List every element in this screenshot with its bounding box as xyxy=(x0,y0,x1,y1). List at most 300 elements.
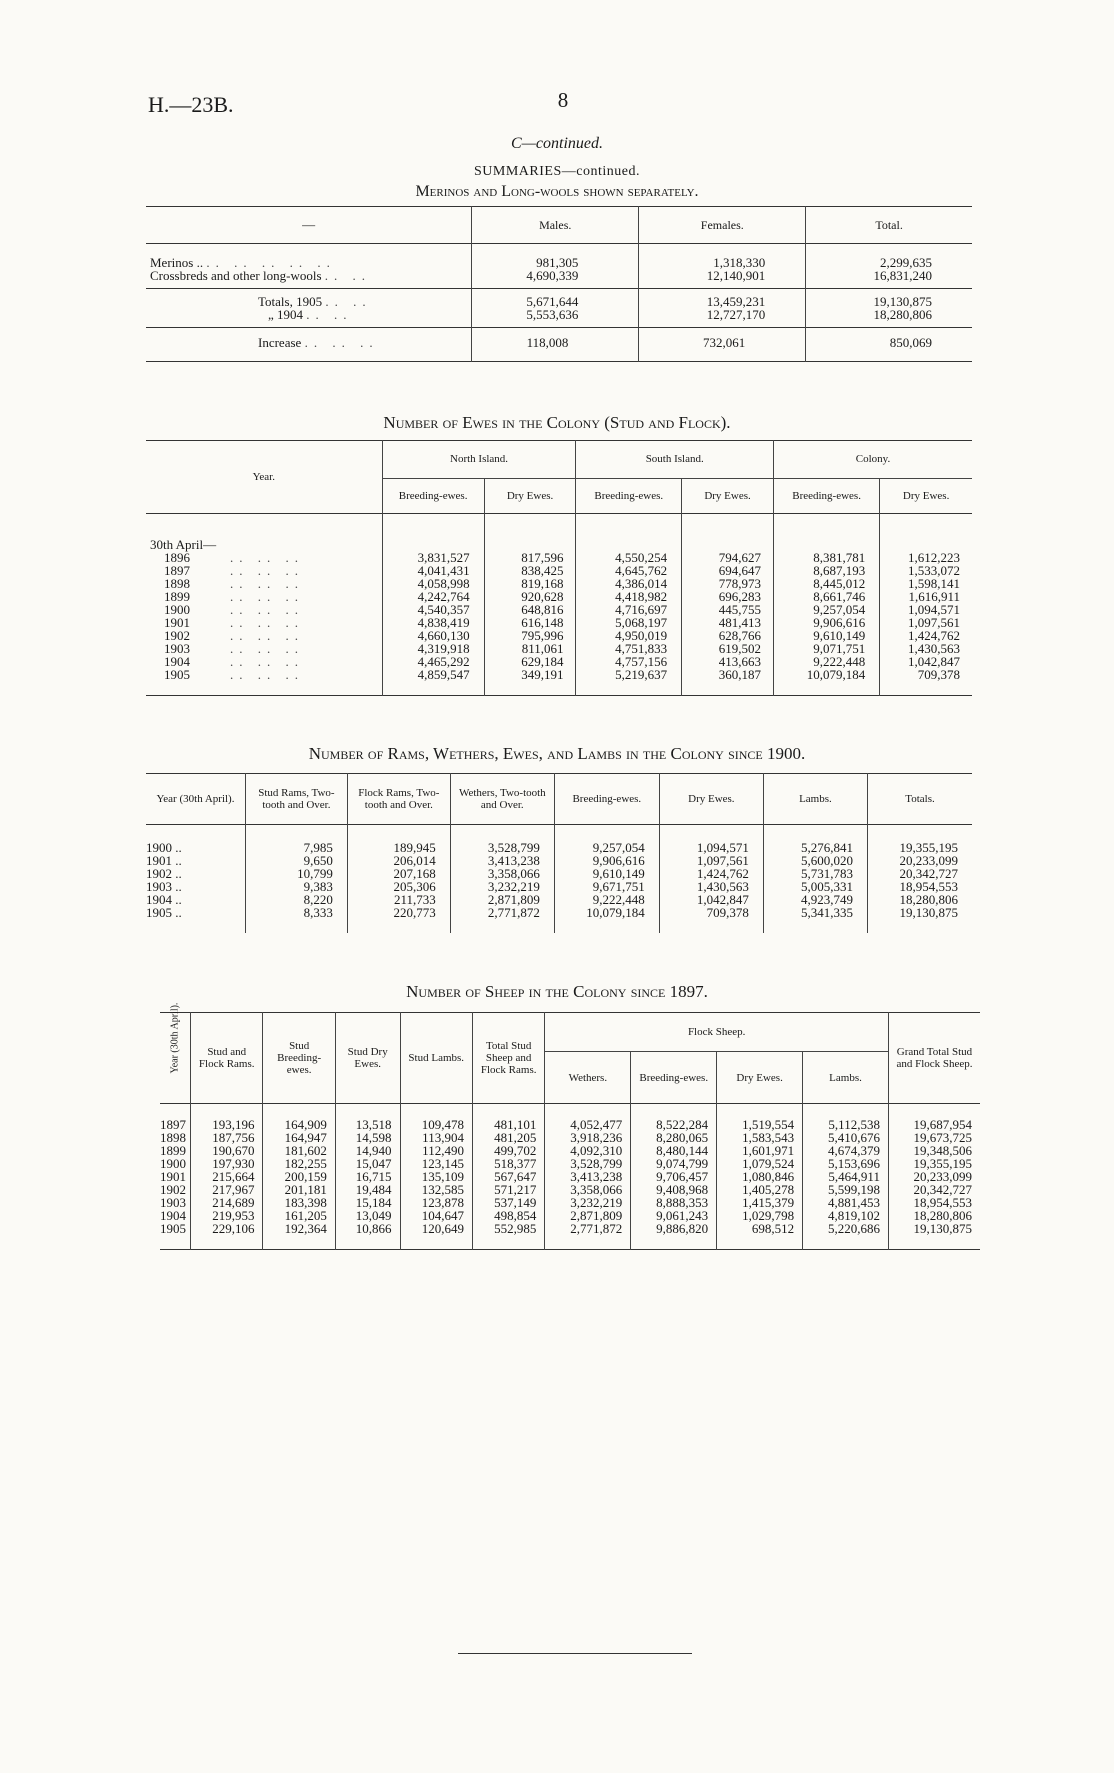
t4-cell: 9,061,243 xyxy=(631,1209,717,1222)
t4-cell: 109,478 xyxy=(400,1104,472,1132)
t4-cell: 1,415,379 xyxy=(717,1196,803,1209)
t4-cell: 3,528,799 xyxy=(545,1157,631,1170)
t3-year-cell: 1903 .. xyxy=(146,879,182,894)
t2-cell: 4,716,697 xyxy=(576,603,682,616)
t2-cell: 8,687,193 xyxy=(773,564,879,577)
t2-cell: 838,425 xyxy=(484,564,576,577)
t4-cell: 518,377 xyxy=(472,1157,544,1170)
t4-cell: 4,881,453 xyxy=(803,1196,889,1209)
t4-cell: 229,106 xyxy=(191,1222,263,1250)
t4-cell: 4,674,379 xyxy=(803,1144,889,1157)
t3-cell: 9,257,054 xyxy=(554,825,659,855)
t3-cell: 709,378 xyxy=(659,906,763,933)
t4-cell: 8,888,353 xyxy=(631,1196,717,1209)
t3-header-lambs: Lambs. xyxy=(763,774,867,825)
t4-year-cell: 1905 xyxy=(160,1221,186,1236)
t2-cell: 8,381,781 xyxy=(773,551,879,564)
t1-header-males: Males. xyxy=(472,207,639,244)
t3-cell: 3,413,238 xyxy=(450,854,554,867)
t4-cell: 20,233,099 xyxy=(888,1170,980,1183)
t4-cell: 8,280,065 xyxy=(631,1131,717,1144)
t1-row-label: Merinos .. .. .. .. .. .. xyxy=(150,255,336,270)
t4-cell: 5,599,198 xyxy=(803,1183,889,1196)
t4-cell: 1,029,798 xyxy=(717,1209,803,1222)
t4-cell: 135,109 xyxy=(400,1170,472,1183)
t3-cell: 8,220 xyxy=(245,893,347,906)
leader-dots: .. .. .. xyxy=(230,615,304,630)
t2-cell: 349,191 xyxy=(484,668,576,696)
t3-cell: 9,671,751 xyxy=(554,880,659,893)
t4-cell: 499,702 xyxy=(472,1144,544,1157)
t1-cell: 1,318,330 xyxy=(639,244,806,270)
t2-cell: 629,184 xyxy=(484,655,576,668)
t3-cell: 18,280,806 xyxy=(867,893,972,906)
t4-cell: 18,280,806 xyxy=(888,1209,980,1222)
t2-cell: 9,257,054 xyxy=(773,603,879,616)
t4-cell: 5,464,911 xyxy=(803,1170,889,1183)
t2-cell: 778,973 xyxy=(682,577,774,590)
t2-cell: 1,598,141 xyxy=(880,577,972,590)
t3-cell: 9,650 xyxy=(245,854,347,867)
table2-title: Number of Ewes in the Colony (Stud and Flock). xyxy=(383,413,731,432)
t4-cell: 3,413,238 xyxy=(545,1170,631,1183)
t3-cell: 211,733 xyxy=(347,893,450,906)
t3-cell: 1,424,762 xyxy=(659,867,763,880)
t4-year-cell: 1897 xyxy=(160,1117,186,1132)
t1-cell: 12,140,901 xyxy=(639,269,806,289)
t2-cell: 4,550,254 xyxy=(576,551,682,564)
t4-cell: 19,484 xyxy=(335,1183,400,1196)
t2-cell: 1,094,571 xyxy=(880,603,972,616)
leader-dots: .. .. .. xyxy=(230,589,304,604)
t4-cell: 15,047 xyxy=(335,1157,400,1170)
t2-year-cell: 1897 .. .. .. xyxy=(164,563,304,578)
t2-group-north: North Island. xyxy=(382,441,576,479)
t4-flock-header: Wethers. xyxy=(545,1052,631,1104)
t3-cell: 5,731,783 xyxy=(763,867,867,880)
t2-cell: 4,418,982 xyxy=(576,590,682,603)
t4-cell: 19,348,506 xyxy=(888,1144,980,1157)
t2-cell: 4,751,833 xyxy=(576,642,682,655)
t3-cell: 19,130,875 xyxy=(867,906,972,933)
t2-cell: 616,148 xyxy=(484,616,576,629)
t4-year-cell: 1903 xyxy=(160,1195,186,1210)
t4-cell: 8,522,284 xyxy=(631,1104,717,1132)
leader-dots: .. .. .. xyxy=(230,628,304,643)
t2-cell: 920,628 xyxy=(484,590,576,603)
t4-cell: 19,130,875 xyxy=(888,1222,980,1250)
t2-year-cell: 1898 .. .. .. xyxy=(164,576,304,591)
t2-row xyxy=(146,668,972,696)
t3-cell: 5,600,020 xyxy=(763,854,867,867)
t4-row xyxy=(160,1104,980,1132)
t2-cell: 4,950,019 xyxy=(576,629,682,642)
t1-row-label: Totals, 1905 .. .. xyxy=(258,294,372,309)
t2-group-colony: Colony. xyxy=(773,441,972,479)
t3-cell: 19,355,195 xyxy=(867,825,972,855)
t2-cell: 4,838,419 xyxy=(382,616,484,629)
t2-cell: 8,661,746 xyxy=(773,590,879,603)
table3-title: Number of Rams, Wethers, Ewes, and Lambs in the Colony since 1900. xyxy=(308,744,806,763)
t3-cell: 8,333 xyxy=(245,906,347,933)
t2-year-cell: 1899 .. .. .. xyxy=(164,589,304,604)
t2-cell: 4,041,431 xyxy=(382,564,484,577)
t4-group-flock-sheep: Flock Sheep. xyxy=(545,1013,889,1052)
t3-header-totals: Totals. xyxy=(867,774,972,825)
t3-header-wethers: Wethers, Two-tooth and Over. xyxy=(450,774,554,825)
t2-cell: 3,831,527 xyxy=(382,551,484,564)
t1-cell: 5,671,644 xyxy=(472,289,639,309)
t3-cell: 18,954,553 xyxy=(867,880,972,893)
t4-cell: 5,220,686 xyxy=(803,1222,889,1250)
t1-cell: 2,299,635 xyxy=(806,244,972,270)
t2-header-year: Year. xyxy=(252,471,275,483)
t3-row xyxy=(146,906,972,933)
t4-cell: 112,490 xyxy=(400,1144,472,1157)
t4-cell: 187,756 xyxy=(191,1131,263,1144)
t3-row xyxy=(146,825,972,855)
t2-cell: 694,647 xyxy=(682,564,774,577)
t2-cell: 4,058,998 xyxy=(382,577,484,590)
page-reference: H.—23B. xyxy=(148,92,234,117)
t4-cell: 2,771,872 xyxy=(545,1222,631,1250)
t3-cell: 206,014 xyxy=(347,854,450,867)
t2-cell: 9,610,149 xyxy=(773,629,879,642)
t2-cell: 445,755 xyxy=(682,603,774,616)
t2-cell: 709,378 xyxy=(880,668,972,696)
t4-cell: 498,854 xyxy=(472,1209,544,1222)
t4-cell: 181,602 xyxy=(263,1144,335,1157)
t2-year-cell: 1905 .. .. .. xyxy=(164,667,304,682)
t4-cell: 217,967 xyxy=(191,1183,263,1196)
t1-cell: 4,690,339 xyxy=(472,269,639,289)
leader-dots: .. .. .. xyxy=(230,563,304,578)
t2-cell: 648,816 xyxy=(484,603,576,616)
t4-cell: 104,647 xyxy=(400,1209,472,1222)
t3-cell: 10,079,184 xyxy=(554,906,659,933)
t2-cell: 794,627 xyxy=(682,551,774,564)
t4-cell: 5,410,676 xyxy=(803,1131,889,1144)
t4-cell: 219,953 xyxy=(191,1209,263,1222)
t2-cell: 9,071,751 xyxy=(773,642,879,655)
t3-cell: 5,341,335 xyxy=(763,906,867,933)
t1-cell: 981,305 xyxy=(472,244,639,270)
t4-cell: 15,184 xyxy=(335,1196,400,1209)
t2-cell: 696,283 xyxy=(682,590,774,603)
t4-cell: 215,664 xyxy=(191,1170,263,1183)
t2-sub-header: Dry Ewes. xyxy=(682,478,774,514)
t4-header-total-stud: Total Stud Sheep and Flock Rams. xyxy=(472,1013,544,1104)
t3-cell: 9,906,616 xyxy=(554,854,659,867)
t3-cell: 20,342,727 xyxy=(867,867,972,880)
t4-cell: 1,519,554 xyxy=(717,1104,803,1132)
t4-cell: 16,715 xyxy=(335,1170,400,1183)
t4-flock-header: Dry Ewes. xyxy=(717,1052,803,1104)
t4-cell: 201,181 xyxy=(263,1183,335,1196)
t3-cell: 1,097,561 xyxy=(659,854,763,867)
ewes-table xyxy=(146,440,972,696)
t3-year-cell: 1900 .. xyxy=(146,840,182,855)
t2-cell: 4,319,918 xyxy=(382,642,484,655)
t3-cell: 1,430,563 xyxy=(659,880,763,893)
t4-cell: 4,052,477 xyxy=(545,1104,631,1132)
t4-year-cell: 1904 xyxy=(160,1208,186,1223)
t1-cell: 19,130,875 xyxy=(806,289,972,309)
t4-cell: 193,196 xyxy=(191,1104,263,1132)
t2-cell: 4,645,762 xyxy=(576,564,682,577)
t2-cell: 4,660,130 xyxy=(382,629,484,642)
t3-cell: 9,222,448 xyxy=(554,893,659,906)
t3-year-cell: 1901 .. xyxy=(146,853,182,868)
t3-cell: 4,923,749 xyxy=(763,893,867,906)
leader-dots: .. .. .. xyxy=(230,602,304,617)
closing-rule xyxy=(458,1653,692,1654)
t2-year-cell: 1900 .. .. .. xyxy=(164,602,304,617)
t2-year-cell: 1902 .. .. .. xyxy=(164,628,304,643)
table4-title: Number of Sheep in the Colony since 1897. xyxy=(406,982,708,1001)
t3-header-flock-rams: Flock Rams, Two-tooth and Over. xyxy=(347,774,450,825)
t2-cell: 1,424,762 xyxy=(880,629,972,642)
t4-cell: 9,074,799 xyxy=(631,1157,717,1170)
t4-cell: 1,405,278 xyxy=(717,1183,803,1196)
leader-dots: .. .. .. xyxy=(230,654,304,669)
t3-cell: 3,528,799 xyxy=(450,825,554,855)
t4-cell: 200,159 xyxy=(263,1170,335,1183)
t4-cell: 19,673,725 xyxy=(888,1131,980,1144)
t4-cell: 192,364 xyxy=(263,1222,335,1250)
t3-cell: 20,233,099 xyxy=(867,854,972,867)
leader-dots: .. .. .. xyxy=(230,667,304,682)
page-number: 8 xyxy=(557,88,569,112)
t4-header-stud-flock-rams: Stud and Flock Rams. xyxy=(191,1013,263,1104)
t2-cell: 817,596 xyxy=(484,551,576,564)
t4-cell: 4,819,102 xyxy=(803,1209,889,1222)
t4-cell: 5,153,696 xyxy=(803,1157,889,1170)
t2-cell: 1,097,561 xyxy=(880,616,972,629)
t4-header-stud-breeding-ewes: Stud Breeding-ewes. xyxy=(263,1013,335,1104)
t4-cell: 3,232,219 xyxy=(545,1196,631,1209)
t4-cell: 1,583,543 xyxy=(717,1131,803,1144)
t2-cell: 1,612,223 xyxy=(880,551,972,564)
t3-cell: 189,945 xyxy=(347,825,450,855)
t2-cell: 1,430,563 xyxy=(880,642,972,655)
t2-year-cell: 1901 .. .. .. xyxy=(164,615,304,630)
t2-cell: 9,222,448 xyxy=(773,655,879,668)
t4-year-cell: 1900 xyxy=(160,1156,186,1171)
t2-cell: 9,906,616 xyxy=(773,616,879,629)
t4-cell: 9,886,820 xyxy=(631,1222,717,1250)
rams-wethers-ewes-lambs-table xyxy=(146,773,972,933)
t2-cell: 360,187 xyxy=(682,668,774,696)
t2-date-label: 30th April— xyxy=(150,537,217,552)
t2-cell: 795,996 xyxy=(484,629,576,642)
t2-year-cell: 1903 .. .. .. xyxy=(164,641,304,656)
t2-sub-header: Breeding-ewes. xyxy=(382,478,484,514)
t4-flock-header: Breeding-ewes. xyxy=(631,1052,717,1104)
t2-group-south: South Island. xyxy=(576,441,774,479)
t1-row-label: Crossbreds and other long-wools .. .. xyxy=(150,268,372,283)
t2-sub-header: Breeding-ewes. xyxy=(773,478,879,514)
t2-cell: 4,540,357 xyxy=(382,603,484,616)
t2-sub-header: Breeding-ewes. xyxy=(576,478,682,514)
t2-cell: 4,859,547 xyxy=(382,668,484,696)
t1-cell: 12,727,170 xyxy=(639,308,806,328)
t4-cell: 698,512 xyxy=(717,1222,803,1250)
t3-cell: 1,094,571 xyxy=(659,825,763,855)
t3-header-dry-ewes: Dry Ewes. xyxy=(659,774,763,825)
t4-flock-header: Lambs. xyxy=(803,1052,889,1104)
t1-row-label: „ 1904 .. .. xyxy=(268,307,353,322)
t4-cell: 1,079,524 xyxy=(717,1157,803,1170)
t2-cell: 5,068,197 xyxy=(576,616,682,629)
t1-cell: 850,069 xyxy=(806,328,972,362)
t2-cell: 4,386,014 xyxy=(576,577,682,590)
t3-cell: 3,358,066 xyxy=(450,867,554,880)
t2-cell: 1,616,911 xyxy=(880,590,972,603)
t4-cell: 132,585 xyxy=(400,1183,472,1196)
t4-cell: 13,049 xyxy=(335,1209,400,1222)
sheep-since-1897-table xyxy=(160,1002,980,1250)
t4-header-stud-lambs: Stud Lambs. xyxy=(400,1013,472,1104)
t2-cell: 4,242,764 xyxy=(382,590,484,603)
t4-cell: 552,985 xyxy=(472,1222,544,1250)
t4-year-cell: 1898 xyxy=(160,1130,186,1145)
t2-cell: 1,042,847 xyxy=(880,655,972,668)
t1-cell: 5,553,636 xyxy=(472,308,639,328)
t2-cell: 4,465,292 xyxy=(382,655,484,668)
t3-cell: 5,276,841 xyxy=(763,825,867,855)
t2-year-cell: 1904 .. .. .. xyxy=(164,654,304,669)
t4-cell: 5,112,538 xyxy=(803,1104,889,1132)
t4-header-grand-total: Grand Total Stud and Flock Sheep. xyxy=(888,1013,980,1104)
t3-year-cell: 1904 .. xyxy=(146,892,182,907)
t4-cell: 481,205 xyxy=(472,1131,544,1144)
t1-header-dash: — xyxy=(302,217,316,232)
t3-header-year: Year (30th April). xyxy=(156,793,235,805)
t4-cell: 123,878 xyxy=(400,1196,472,1209)
t1-cell: 118,008 xyxy=(472,328,639,362)
t2-cell: 5,219,637 xyxy=(576,668,682,696)
t4-cell: 19,687,954 xyxy=(888,1104,980,1132)
t1-header-total: Total. xyxy=(806,207,972,244)
merinos-longwools-table xyxy=(146,206,972,362)
t3-cell: 7,985 xyxy=(245,825,347,855)
t2-sub-header: Dry Ewes. xyxy=(880,478,972,514)
t4-cell: 214,689 xyxy=(191,1196,263,1209)
t2-year-cell: 1896 .. .. .. xyxy=(164,550,304,565)
t4-cell: 1,080,846 xyxy=(717,1170,803,1183)
t3-cell: 205,306 xyxy=(347,880,450,893)
t3-cell: 5,005,331 xyxy=(763,880,867,893)
t2-cell: 481,413 xyxy=(682,616,774,629)
t4-cell: 4,092,310 xyxy=(545,1144,631,1157)
t4-cell: 120,649 xyxy=(400,1222,472,1250)
t1-cell: 13,459,231 xyxy=(639,289,806,309)
t4-row xyxy=(160,1222,980,1250)
t2-cell: 10,079,184 xyxy=(773,668,879,696)
t4-cell: 123,145 xyxy=(400,1157,472,1170)
t2-cell: 619,502 xyxy=(682,642,774,655)
t3-cell: 9,383 xyxy=(245,880,347,893)
t4-cell: 14,940 xyxy=(335,1144,400,1157)
t3-cell: 207,168 xyxy=(347,867,450,880)
t4-cell: 19,355,195 xyxy=(888,1157,980,1170)
t4-cell: 20,342,727 xyxy=(888,1183,980,1196)
t4-cell: 3,358,066 xyxy=(545,1183,631,1196)
t2-cell: 413,663 xyxy=(682,655,774,668)
t4-cell: 197,930 xyxy=(191,1157,263,1170)
t4-cell: 9,706,457 xyxy=(631,1170,717,1183)
t4-cell: 18,954,553 xyxy=(888,1196,980,1209)
t4-cell: 571,217 xyxy=(472,1183,544,1196)
t4-cell: 190,670 xyxy=(191,1144,263,1157)
t2-cell: 811,061 xyxy=(484,642,576,655)
t4-cell: 1,601,971 xyxy=(717,1144,803,1157)
t4-year-cell: 1899 xyxy=(160,1143,186,1158)
t4-cell: 8,480,144 xyxy=(631,1144,717,1157)
t3-year-cell: 1905 .. xyxy=(146,905,182,920)
table1-title: Merinos and Long-wools shown separately. xyxy=(415,183,699,200)
t4-cell: 164,909 xyxy=(263,1104,335,1132)
t4-cell: 3,918,236 xyxy=(545,1131,631,1144)
t4-cell: 10,866 xyxy=(335,1222,400,1250)
t4-cell: 182,255 xyxy=(263,1157,335,1170)
t4-header-stud-dry-ewes: Stud Dry Ewes. xyxy=(335,1013,400,1104)
leader-dots: .. .. .. xyxy=(230,550,304,565)
t4-cell: 113,904 xyxy=(400,1131,472,1144)
t3-header-breeding-ewes: Breeding-ewes. xyxy=(554,774,659,825)
t1-cell: 732,061 xyxy=(639,328,806,362)
t4-year-cell: 1901 xyxy=(160,1169,186,1184)
t2-cell: 628,766 xyxy=(682,629,774,642)
summaries-subtitle: SUMMARIES—continued. xyxy=(474,164,640,179)
t3-cell: 3,232,219 xyxy=(450,880,554,893)
t3-year-cell: 1902 .. xyxy=(146,866,182,881)
t4-cell: 183,398 xyxy=(263,1196,335,1209)
t4-cell: 161,205 xyxy=(263,1209,335,1222)
t4-header-year: Year (30th April). xyxy=(169,1002,181,1073)
t3-header-stud-rams: Stud Rams, Two-tooth and Over. xyxy=(245,774,347,825)
t1-cell: 18,280,806 xyxy=(806,308,972,328)
t3-cell: 220,773 xyxy=(347,906,450,933)
t3-cell: 9,610,149 xyxy=(554,867,659,880)
t2-cell: 8,445,012 xyxy=(773,577,879,590)
t4-cell: 537,149 xyxy=(472,1196,544,1209)
t2-cell: 1,533,072 xyxy=(880,564,972,577)
t1-header-females: Females. xyxy=(639,207,806,244)
t1-row-label: Increase .. .. .. xyxy=(258,335,379,350)
t4-year-cell: 1902 xyxy=(160,1182,186,1197)
t4-cell: 9,408,968 xyxy=(631,1183,717,1196)
t4-cell: 567,647 xyxy=(472,1170,544,1183)
section-title: C—continued. xyxy=(511,135,603,152)
t3-cell: 2,771,872 xyxy=(450,906,554,933)
t4-cell: 481,101 xyxy=(472,1104,544,1132)
t1-cell: 16,831,240 xyxy=(806,269,972,289)
t2-cell: 4,757,156 xyxy=(576,655,682,668)
leader-dots: .. .. .. xyxy=(230,576,304,591)
t3-cell: 2,871,809 xyxy=(450,893,554,906)
t2-sub-header: Dry Ewes. xyxy=(484,478,576,514)
t2-cell: 819,168 xyxy=(484,577,576,590)
t4-cell: 14,598 xyxy=(335,1131,400,1144)
t4-cell: 13,518 xyxy=(335,1104,400,1132)
t4-cell: 164,947 xyxy=(263,1131,335,1144)
t4-cell: 2,871,809 xyxy=(545,1209,631,1222)
leader-dots: .. .. .. xyxy=(230,641,304,656)
t3-cell: 10,799 xyxy=(245,867,347,880)
t3-cell: 1,042,847 xyxy=(659,893,763,906)
